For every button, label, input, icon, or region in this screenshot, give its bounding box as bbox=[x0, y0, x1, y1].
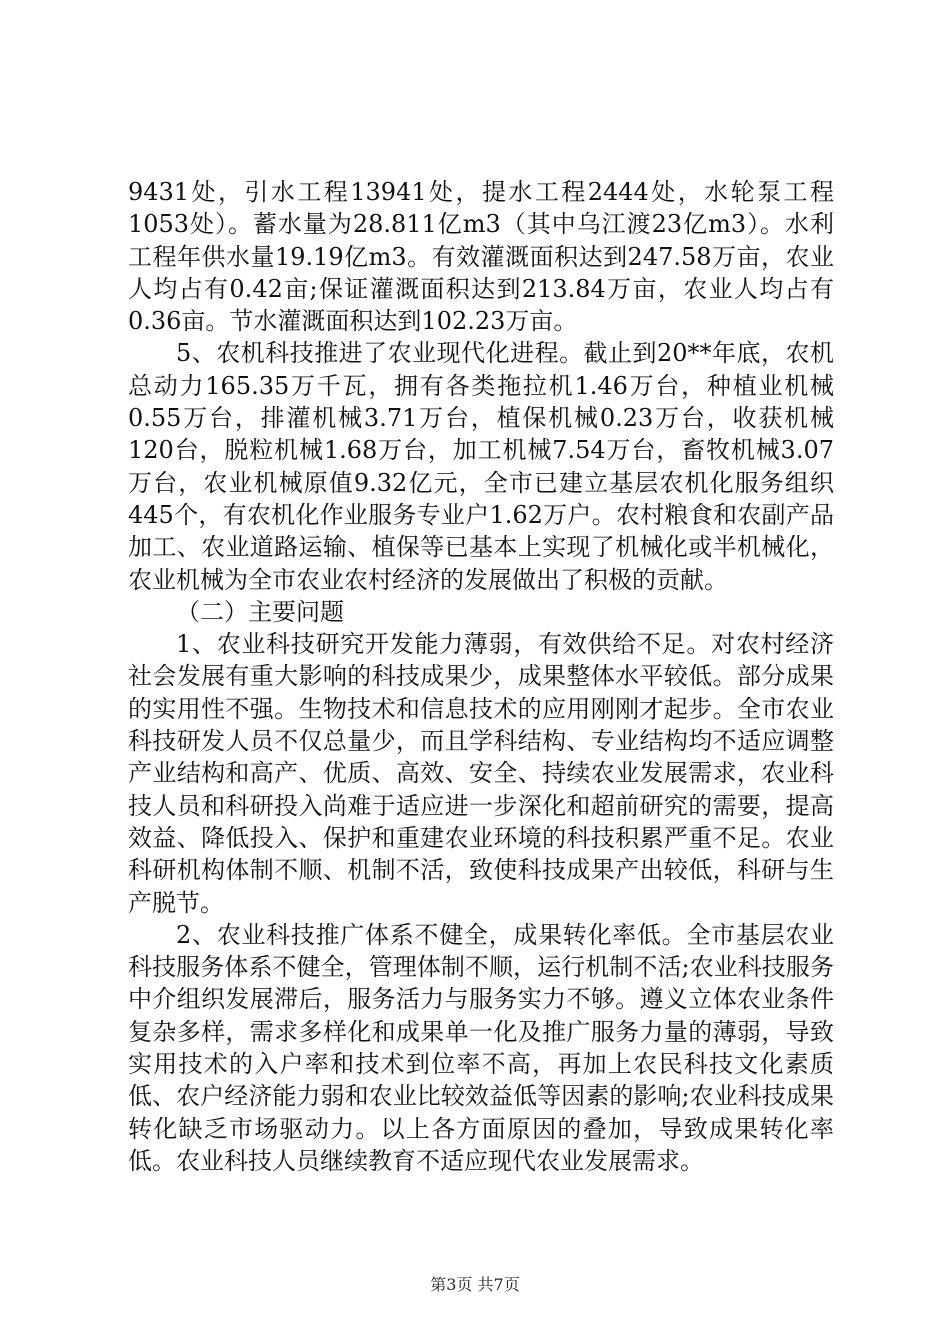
section-heading-main-problems: （二）主要问题 bbox=[176, 597, 344, 626]
paragraph-agri-machinery: 5、农机科技推进了农业现代化进程。截止到20**年底，农机总动力165.35万千瓦，拥有各类拖拉机1.46万台，种植业机械0.55万台，排灌机械3.71万台，植保机械0.23万台，收获机械120台，脱粒机械1.68万台，加工机械7.54万台，畜牧机械3.07万台，农业机械原值9.32亿元，全市已建立基层农机化服务组织445个，有农机化作业服务专业户1.62万户。农村粮食和农副产品加工、农业道路运输、植保等已基本上实现了机械化或半机械化，农业机械为全市农业农村经济的发展做出了积极的贡献。 bbox=[128, 339, 834, 594]
document-body bbox=[128, 176, 834, 1177]
paragraph-extension-system: 2、农业科技推广体系不健全，成果转化率低。全市基层农业科技服务体系不健全，管理体制不顺，运行机制不活;农业科技服务中介组织发展滞后，服务活力与服务实力不够。遵义立体农业条件复杂多样，需求多样化和成果单一化及推广服务力量的薄弱，导致实用技术的入户率和技术到位率不高，再加上农民科技文化素质低、农户经济能力弱和农业比较效益低等因素的影响;农业科技成果转化缺乏市场驱动力。以上各方面原因的叠加，导致成果转化率低。农业科技人员继续教育不适应现代农业发展需求。 bbox=[128, 920, 834, 1175]
page-number-label: 第3页 共7页 bbox=[430, 1275, 520, 1294]
page-footer bbox=[0, 1272, 950, 1295]
paragraph-continuation: 9431处，引水工程13941处，提水工程2444处，水轮泵工程1053处）。蓄水量为28.811亿m3（其中乌江渡23亿m3）。水利工程年供水量19.19亿m3。有效灌溉面积达到247.58万亩，农业人均占有0.42亩;保证灌溉面积达到213.84万亩，农业人均占有0.36亩。节水灌溉面积达到102.23万亩。 bbox=[128, 178, 834, 336]
paragraph-research-capacity: 1、农业科技研究开发能力薄弱，有效供给不足。对农村经济社会发展有重大影响的科技成果少，成果整体水平较低。部分成果的实用性不强。生物技术和信息技术的应用刚刚才起步。全市农业科技研发人员不仅总量少，而且学科结构、专业结构均不适应调整产业结构和高产、优质、高效、安全、持续农业发展需求，农业科技人员和科研投入尚难于适应进一步深化和超前研究的需要，提高效益、降低投入、保护和重建农业环境的科技积累严重不足。农业科研机构体制不顺、机制不活，致使科技成果产出较低，科研与生产脱节。 bbox=[128, 630, 834, 917]
